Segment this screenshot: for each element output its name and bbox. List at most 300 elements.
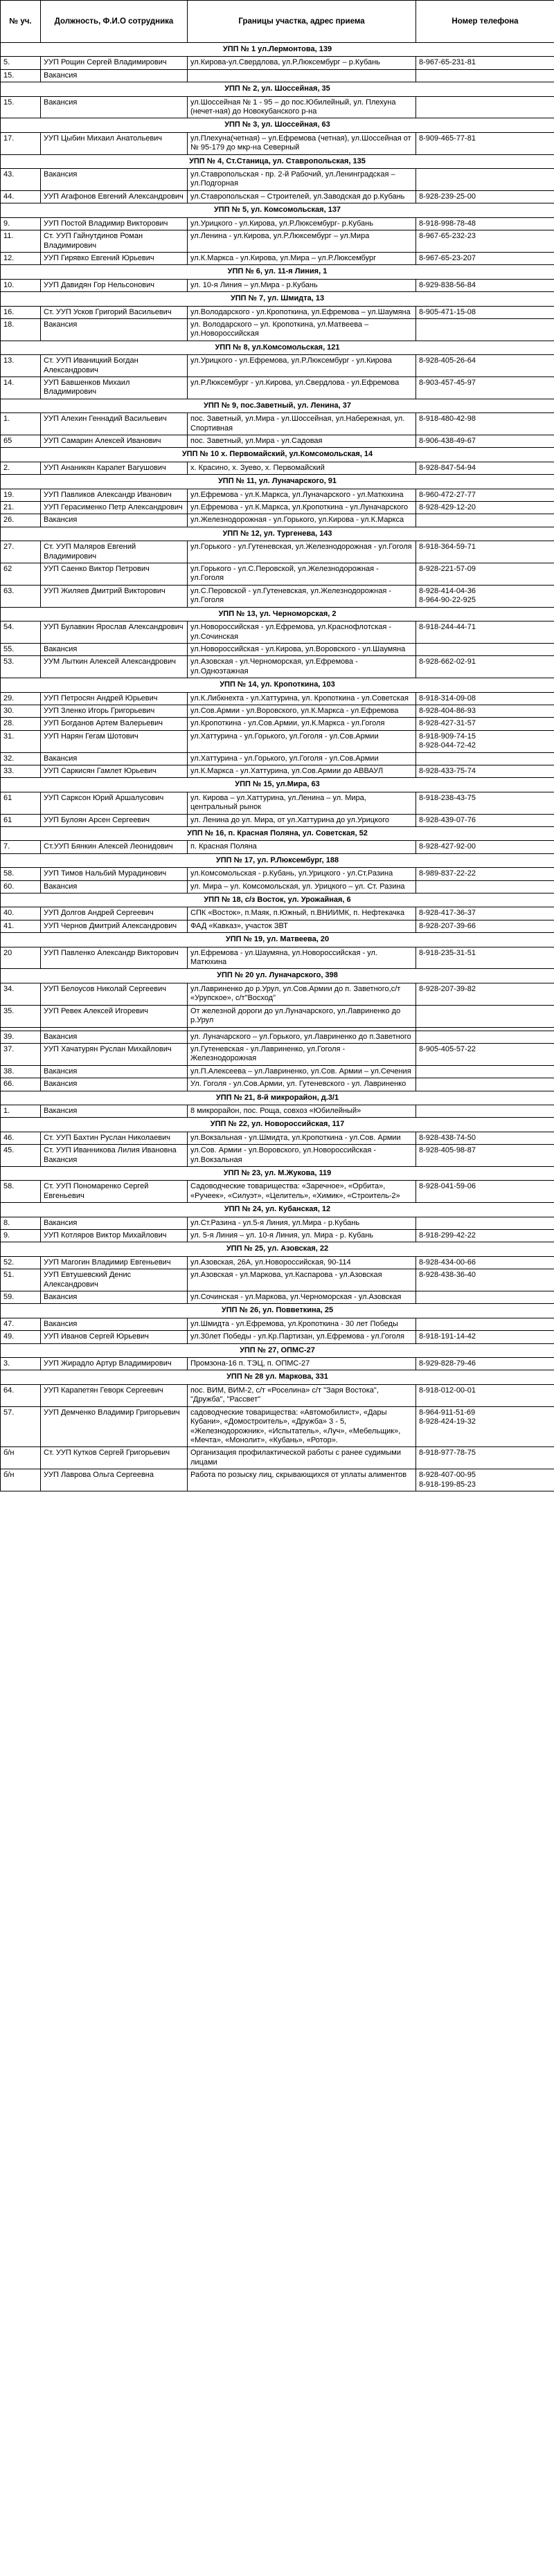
precinct-number: 31. (1, 730, 41, 752)
precinct-borders: ул.Лавриненко до р.Урул, ул.Сов.Армии до п. Заветного,с/т «Урупское», с/т"Восход" (188, 983, 416, 1005)
phone-number: 8-918-299-42-22 (416, 1230, 554, 1242)
phone-number: 8-918-238-43-75 (416, 792, 554, 814)
phone-number (416, 1318, 554, 1330)
phone-number: 8-928-407-00-95 8-918-199-85-23 (416, 1469, 554, 1491)
officer-name: УУП Герасименко Петр Александрович (41, 502, 188, 514)
table-row (1, 1217, 554, 1229)
precinct-number: 44. (1, 190, 41, 203)
precinct-borders: пос. ВИМ, ВИМ-2, с/т «Роселина» с/т "Заря Востока", "Дружба", "Рассвет" (188, 1384, 416, 1406)
officer-name: УУП Павленко Александр Викторович (41, 947, 188, 969)
precinct-number: 13. (1, 355, 41, 377)
phone-number: 8-960-472-27-77 (416, 489, 554, 501)
table-row (1, 435, 554, 448)
phone-number (416, 169, 554, 191)
phone-number: 8-918-244-44-71 (416, 622, 554, 644)
precinct-number: 62 (1, 563, 41, 586)
phone-number: 8-928-207-39-82 (416, 983, 554, 1005)
precinct-borders: ул. Луначарского – ул.Горького, ул.Лавриненко до п.Заветного (188, 1031, 416, 1043)
phone-number: 8-918-480-42-98 (416, 413, 554, 435)
section-header-row (1, 778, 554, 792)
header-num: № уч. (1, 1, 41, 43)
officer-name: УУП Булавкин Ярослав Александрович (41, 622, 188, 644)
table-row (1, 318, 554, 341)
section-header-row (1, 1203, 554, 1217)
precinct-borders: Организация профилактической работы с ранее судимыми лицами (188, 1447, 416, 1469)
officer-name: УУМ Лыткин Алексей Александрович (41, 656, 188, 678)
precinct-borders: ул. 5-я Линия – ул. 10-я Линия, ул. Мира - р. Кубань (188, 1230, 416, 1242)
section-header-row (1, 827, 554, 841)
section-title: УПП № 2, ул. Шоссейная, 35 (1, 82, 554, 96)
table-row (1, 355, 554, 377)
precinct-borders: ул.Ставропольская – Строителей, ул.Заводская до р.Кубань (188, 190, 416, 203)
officer-name: УУП Цыбин Михаил Анатольевич (41, 132, 188, 154)
table-row (1, 1318, 554, 1330)
officer-name: УУП Хачатурян Руслан Михайлович (41, 1043, 188, 1065)
phone-number (416, 514, 554, 527)
table-row (1, 920, 554, 932)
precinct-borders: садоводческие товарищества: «Автомобилист», «Дары Кубани», «Домостроитель», «Дружба» 3 - 5, «Железнодорожник», «Испытатель», «Луч», «Мебельщик», «Мечта», «Монолит», «Кубань», «Ротор». (188, 1406, 416, 1447)
precinct-borders: Работа по розыску лиц, скрывающихся от уплаты алиментов (188, 1469, 416, 1491)
phone-number: 8-928-438-74-50 (416, 1132, 554, 1144)
precinct-borders: Промзона-16 п. ТЭЦ, п. ОПМС-27 (188, 1358, 416, 1370)
section-header-row (1, 1304, 554, 1318)
section-header-row (1, 969, 554, 983)
officer-name: Вакансия (41, 643, 188, 655)
precinct-number: 28. (1, 718, 41, 730)
officer-name: Вакансия (41, 96, 188, 118)
phone-number: 8-928-662-02-91 (416, 656, 554, 678)
precinct-number: 51. (1, 1269, 41, 1291)
officer-name: УУП Карапетян Геворк Сергеевич (41, 1384, 188, 1406)
table-row (1, 1230, 554, 1242)
officer-name: Вакансия (41, 1065, 188, 1078)
precinct-number: 15. (1, 69, 41, 82)
officer-name: УУП Котляров Виктор Михайлович (41, 1230, 188, 1242)
officer-name: УУП Постой Владимир Викторович (41, 217, 188, 230)
officer-name: УУП Павликов Александр Иванович (41, 489, 188, 501)
officer-name: УУП Жирадло Артур Владимирович (41, 1358, 188, 1370)
table-row (1, 792, 554, 814)
officer-name: УУП Иванов Сергей Юрьевич (41, 1331, 188, 1343)
precinct-number: 41. (1, 920, 41, 932)
phone-number: 8-967-65-231-81 (416, 57, 554, 69)
phone-number: 8-918-909-74-15 8-928-044-72-42 (416, 730, 554, 752)
precinct-number: 58. (1, 868, 41, 880)
section-title: УПП № 6, ул. 11-я Линия, 1 (1, 265, 554, 279)
table-row (1, 718, 554, 730)
precinct-borders: ул.Вокзальная - ул.Шмидта, ул.Кропоткина - ул.Сов. Армии (188, 1132, 416, 1144)
section-title: УПП № 25, ул. Азовская, 22 (1, 1242, 554, 1256)
precinct-borders: ул.Гутеневская - ул.Лавриненко, ул.Гоголя - Железнодорожная (188, 1043, 416, 1065)
precinct-number: 64. (1, 1384, 41, 1406)
precinct-number: 65 (1, 435, 41, 448)
phone-number: 8-967-65-232-23 (416, 230, 554, 253)
table-row (1, 868, 554, 880)
officer-name: Вакансия (41, 1318, 188, 1330)
table-row (1, 279, 554, 291)
precinct-borders: ул.С.Перовской - ул.Гутеневская, ул.Железнодорожная - ул.Гоголя (188, 585, 416, 607)
precinct-number: 9. (1, 217, 41, 230)
table-row (1, 907, 554, 920)
precinct-borders: Ул. Гоголя - ул.Сов.Армии, ул. Гутеневского - ул. Лавриненко (188, 1078, 416, 1091)
table-row (1, 1043, 554, 1065)
phone-number: 8-905-471-15-08 (416, 306, 554, 318)
precinct-number: 12. (1, 252, 41, 264)
precinct-number: 29. (1, 692, 41, 705)
precinct-borders: ул.Урицкого - ул.Кирова, ул.Р.Люксембург- р.Кубань (188, 217, 416, 230)
precinct-number: 9. (1, 1230, 41, 1242)
section-title: УПП № 19, ул. Матвеева, 20 (1, 933, 554, 947)
phone-number (416, 752, 554, 765)
precinct-number: 58. (1, 1181, 41, 1203)
table-row (1, 306, 554, 318)
officer-name: УУП Агафонов Евгений Александрович (41, 190, 188, 203)
officer-name: УУП Магогин Владимир Евгеньевич (41, 1256, 188, 1269)
precinct-borders: ул.Хаттурина - ул.Горького, ул.Гоголя - ул.Сов.Армии (188, 752, 416, 765)
table-row (1, 169, 554, 191)
section-header-row (1, 265, 554, 279)
phone-number: 8-903-457-45-97 (416, 377, 554, 399)
section-title: УПП № 8, ул.Комсомольская, 121 (1, 341, 554, 354)
table-row (1, 377, 554, 399)
table-row (1, 643, 554, 655)
precinct-borders: ул.Шмидта - ул.Ефремова, ул.Кропоткина - 30 лет Победы (188, 1318, 416, 1330)
precinct-borders: ул.30лет Победы - ул.Кр.Партизан, ул.Ефремова - ул.Гоголя (188, 1331, 416, 1343)
table-row (1, 705, 554, 717)
precinct-borders: п. Красная Поляна (188, 841, 416, 853)
phone-number (416, 1005, 554, 1027)
phone-number: 8-928-438-36-40 (416, 1269, 554, 1291)
section-header-row (1, 678, 554, 692)
precinct-number: 1. (1, 1105, 41, 1117)
precinct-number: 47. (1, 1318, 41, 1330)
precinct-number: 34. (1, 983, 41, 1005)
table-row (1, 489, 554, 501)
table-row (1, 1145, 554, 1167)
section-header-row (1, 82, 554, 96)
section-header-row (1, 1242, 554, 1256)
officer-name: Вакансия (41, 169, 188, 191)
precinct-number: 60. (1, 880, 41, 893)
precinct-number: 32. (1, 752, 41, 765)
precinct-number: 63. (1, 585, 41, 607)
table-row (1, 765, 554, 777)
phone-number: 8-918-364-59-71 (416, 541, 554, 563)
precinct-borders: ул.Ставропольская - пр. 2-й Рабочий, ул.Ленинградская – ул.Подгорная (188, 169, 416, 191)
precinct-borders: ул.Ст.Разина - ул.5-я Линия, ул.Мира - р.Кубань (188, 1217, 416, 1229)
phone-number: 8-928-427-92-00 (416, 841, 554, 853)
phone-number (416, 1105, 554, 1117)
table-row (1, 252, 554, 264)
table-row (1, 514, 554, 527)
phone-number (416, 69, 554, 82)
precinct-borders: ул.К.Либкнехта - ул.Хаттурина, ул. Кропоткина - ул.Советская (188, 692, 416, 705)
officer-name: Вакансия (41, 514, 188, 527)
section-title: УПП № 3, ул. Шоссейная, 63 (1, 118, 554, 132)
phone-number (416, 318, 554, 341)
officer-name: Ст. УУП Усков Григорий Васильевич (41, 306, 188, 318)
precinct-number: 11. (1, 230, 41, 253)
phone-number (416, 880, 554, 893)
table-row (1, 1358, 554, 1370)
section-header-row (1, 1166, 554, 1180)
phone-number: 8-928-429-12-20 (416, 502, 554, 514)
officer-name: УУП Тимов Нальбий Мурадинович (41, 868, 188, 880)
precinct-borders: ФАД «Кавказ», участок ЗВТ (188, 920, 416, 932)
phone-number (416, 1031, 554, 1043)
section-title: УПП № 1 ул.Лермонтова, 139 (1, 43, 554, 57)
table-row (1, 1469, 554, 1491)
precinct-borders: ул.Новороссийская - ул.Кирова, ул.Воровского - ул.Шаумяна (188, 643, 416, 655)
precinct-number: 37. (1, 1043, 41, 1065)
precinct-borders: ул.Горького - ул.Гутеневская, ул.Железнодорожная - ул.Гоголя (188, 541, 416, 563)
precinct-number: 26. (1, 514, 41, 527)
precinct-borders: ул.Азовская - ул.Черноморская, ул.Ефремова - ул.Одноэтажная (188, 656, 416, 678)
precinct-number: 38. (1, 1065, 41, 1078)
phone-number: 8-918-012-00-01 (416, 1384, 554, 1406)
precinct-borders: ул.Сов.Армии - ул.Воровского, ул.К.Маркса - ул.Ефремова (188, 705, 416, 717)
table-row (1, 656, 554, 678)
officer-name: Ст. УУП Пономаренко Сергей Евгеньевич (41, 1181, 188, 1203)
section-title: УПП № 7, ул. Шмидта, 13 (1, 292, 554, 306)
section-title: УПП № 18, с/з Восток, ул. Урожайная, 6 (1, 894, 554, 907)
precinct-borders: ул.Хаттурина - ул.Горького, ул.Гоголя - ул.Сов.Армии (188, 730, 416, 752)
section-title: УПП № 28 ул. Маркова, 331 (1, 1370, 554, 1384)
officer-name: УУП Богданов Артем Валерьевич (41, 718, 188, 730)
precinct-number: 49. (1, 1331, 41, 1343)
section-title: УПП № 10 х. Первомайский, ул.Комсомольская, 14 (1, 448, 554, 462)
precinct-number: 17. (1, 132, 41, 154)
precinct-number: 3. (1, 1358, 41, 1370)
phone-number: 8-905-405-57-22 (416, 1043, 554, 1065)
table-row (1, 563, 554, 586)
section-title: УПП № 21, 8-й микрорайон, д.3/1 (1, 1091, 554, 1105)
section-header-row (1, 1370, 554, 1384)
table-row (1, 585, 554, 607)
phone-number: 8-928-041-59-06 (416, 1181, 554, 1203)
table-row (1, 880, 554, 893)
precinct-borders: ул. Ленина до ул. Мира, от ул.Хаттурина до ул.Урицкого (188, 814, 416, 826)
precinct-borders: ул.Горького - ул.С.Перовской, ул.Железнодорожная - ул.Гоголя (188, 563, 416, 586)
section-header-row (1, 1091, 554, 1105)
phone-number (416, 1291, 554, 1304)
precinct-borders: ул. Кирова – ул.Хаттурина, ул.Ленина – ул. Мира, центральный рынок (188, 792, 416, 814)
table-row (1, 814, 554, 826)
precinct-borders: ул.Плехуна(четная) – ул.Ефремова (четная), ул.Шоссейная от № 95-179 до мкр-на Северный (188, 132, 416, 154)
precinct-borders: ул.К.Маркса - ул.Хаттурина, ул.Сов.Армии до АВВАУЛ (188, 765, 416, 777)
table-row (1, 1291, 554, 1304)
precinct-number: 10. (1, 279, 41, 291)
precinct-borders: От железной дороги до ул.Луначарского, ул.Лавриненко до р.Урул (188, 1005, 416, 1027)
section-header-row (1, 894, 554, 907)
table-row (1, 1384, 554, 1406)
phone-number: 8-928-207-39-66 (416, 920, 554, 932)
section-header-row (1, 607, 554, 621)
table-row (1, 752, 554, 765)
header-officer: Должность, Ф.И.О сотрудника (41, 1, 188, 43)
table-row (1, 730, 554, 752)
section-title: УПП № 23, ул. М.Жукова, 119 (1, 1166, 554, 1180)
table-row (1, 541, 554, 563)
phone-number: 8-918-191-14-42 (416, 1331, 554, 1343)
precinct-number: 43. (1, 169, 41, 191)
table-row (1, 132, 554, 154)
section-title: УПП № 17, ул. Р.Люксембург, 188 (1, 853, 554, 867)
precinct-number: 55. (1, 643, 41, 655)
phone-number: 8-929-838-56-84 (416, 279, 554, 291)
precinct-number: 46. (1, 1132, 41, 1144)
phone-number (416, 1217, 554, 1229)
section-title: УПП № 13, ул. Черноморская, 2 (1, 607, 554, 621)
precinct-number: 19. (1, 489, 41, 501)
officer-name: УУП Гирявко Евгений Юрьевич (41, 252, 188, 264)
table-row (1, 69, 554, 82)
header-row (1, 1, 554, 43)
table-row (1, 1005, 554, 1027)
precinct-number: 57. (1, 1406, 41, 1447)
officer-name: УУП Зленко Игорь Григорьевич (41, 705, 188, 717)
precinct-borders: ул.Володарского - ул.Кропоткина, ул.Ефремова – ул.Шаумяна (188, 306, 416, 318)
officer-name: УУП Евтушевский Денис Александрович (41, 1269, 188, 1291)
section-title: УПП № 26, ул. Повветкина, 25 (1, 1304, 554, 1318)
officer-name: Ст. УУП Кутков Сергей Григорьевич (41, 1447, 188, 1469)
precinct-borders: ул.Ефремова - ул.Шаумяна, ул.Новороссийская - ул. Матюхина (188, 947, 416, 969)
precinct-number: б/н (1, 1469, 41, 1491)
table-row (1, 1406, 554, 1447)
table-row (1, 692, 554, 705)
section-title: УПП № 11, ул. Луначарского, 91 (1, 475, 554, 489)
precinct-borders: пос. Заветный, ул.Мира - ул.Шоссейная, ул.Набережная, ул. Спортивная (188, 413, 416, 435)
officer-name: УУП Булоян Арсен Сергеевич (41, 814, 188, 826)
section-header-row (1, 292, 554, 306)
precinct-number: 21. (1, 502, 41, 514)
table-row (1, 1331, 554, 1343)
table-row (1, 1078, 554, 1091)
phone-number: 8-928-417-36-37 (416, 907, 554, 920)
precinct-number: 30. (1, 705, 41, 717)
phone-number: 8-928-404-86-93 (416, 705, 554, 717)
precinct-number: 5. (1, 57, 41, 69)
officer-name: УУП Алехин Геннадий Васильевич (41, 413, 188, 435)
officer-name: УУП Бавшенков Михаил Владимирович (41, 377, 188, 399)
officer-name: УУП Рощин Сергей Владимирович (41, 57, 188, 69)
precinct-borders: ул.Сов. Армии - ул.Воровского, ул.Новороссийская - ул.Вокзальная (188, 1145, 416, 1167)
precinct-borders: 8 микрорайон, пос. Роща, совхоз «Юбилейный» (188, 1105, 416, 1117)
precinct-borders: ул.Азовская, 26А, ул.Новороссийская, 90-114 (188, 1256, 416, 1269)
table-body (1, 43, 554, 1491)
phone-number: 8-918-977-78-75 (416, 1447, 554, 1469)
precinct-borders: ул.Шоссейная № 1 - 95 – до пос.Юбилейный, ул. Плехуна (нечет-ная) до Новокубанского р-на (188, 96, 416, 118)
phone-number: 8-928-239-25-00 (416, 190, 554, 203)
section-header-row (1, 118, 554, 132)
precinct-number: 33. (1, 765, 41, 777)
phone-number (416, 96, 554, 118)
table-row (1, 1065, 554, 1078)
precinct-borders: ул.Новороссийская - ул.Ефремова, ул.Краснофлотская - ул.Сочинская (188, 622, 416, 644)
officer-name: Ст. УУП Иваницкий Богдан Александрович (41, 355, 188, 377)
precinct-borders: ул.Р.Люксембург - ул.Кирова, ул.Свердлова - ул.Ефремова (188, 377, 416, 399)
officer-name: УУП Жиляев Дмитрий Викторович (41, 585, 188, 607)
section-header-row (1, 203, 554, 217)
officer-name: УУП Саенко Виктор Петрович (41, 563, 188, 586)
phone-number: 8-928-847-54-94 (416, 462, 554, 474)
table-row (1, 947, 554, 969)
table-row (1, 1256, 554, 1269)
table-row (1, 1447, 554, 1469)
officer-name: Вакансия (41, 1291, 188, 1304)
officer-name: УУП Саркисян Гамлет Юрьевич (41, 765, 188, 777)
table-row (1, 190, 554, 203)
precinct-borders: ул.Урицкого - ул.Ефремова, ул.Р.Люксембург - ул.Кирова (188, 355, 416, 377)
section-header-row (1, 853, 554, 867)
precinct-number: 20 (1, 947, 41, 969)
phone-number: 8-964-911-51-69 8-928-424-19-32 (416, 1406, 554, 1447)
officer-name: УУП Сарксон Юрий Аршалусович (41, 792, 188, 814)
phone-number: 8-928-414-04-36 8-964-90-22-925 (416, 585, 554, 607)
section-title: УПП № 12, ул. Тургенева, 143 (1, 527, 554, 541)
precinct-borders: ул.Ленина - ул.Кирова, ул.Р.Люксембург – ул.Мира (188, 230, 416, 253)
table-row (1, 622, 554, 644)
officer-name: Вакансия (41, 1078, 188, 1091)
section-header-row (1, 448, 554, 462)
precinct-borders: ул.К.Маркса - ул.Кирова, ул.Мира – ул.Р.Люксембург (188, 252, 416, 264)
phone-number: 8-928-433-75-74 (416, 765, 554, 777)
officer-name: УУП Лаврова Ольга Сергеевна (41, 1469, 188, 1491)
phone-number (416, 1078, 554, 1091)
table-row (1, 217, 554, 230)
phone-number (416, 1065, 554, 1078)
precinct-number: б/н (1, 1447, 41, 1469)
section-header-row (1, 154, 554, 168)
officer-name: УУП Петросян Андрей Юрьевич (41, 692, 188, 705)
section-title: УПП № 15, ул.Мира, 63 (1, 778, 554, 792)
phone-number: 8-918-998-78-48 (416, 217, 554, 230)
precinct-number: 7. (1, 841, 41, 853)
section-title: УПП № 14, ул. Кропоткина, 103 (1, 678, 554, 692)
table-row (1, 502, 554, 514)
precinct-borders: ул.Железнодорожная - ул.Горького, ул.Кирова - ул.К.Маркса (188, 514, 416, 527)
precinct-borders: СПК «Восток», п.Маяк, п.Южный, п.ВНИИМК, п. Нефтекачка (188, 907, 416, 920)
phone-number: 8-918-314-09-08 (416, 692, 554, 705)
officer-name: Вакансия (41, 69, 188, 82)
precinct-borders: ул.П.Алексеева – ул.Лавриненко, ул.Сов. Армии – ул.Сечения (188, 1065, 416, 1078)
phone-number: 8-928-221-57-09 (416, 563, 554, 586)
precinct-number: 1. (1, 413, 41, 435)
section-header-row (1, 1118, 554, 1132)
table-row (1, 1181, 554, 1203)
phone-number: 8-906-438-49-67 (416, 435, 554, 448)
precinct-borders: пос. Заветный, ул.Мира - ул.Садовая (188, 435, 416, 448)
header-phone: Номер телефона (416, 1, 554, 43)
officer-name: Вакансия (41, 880, 188, 893)
officer-name: Ст. УУП Маляров Евгений Владимирович (41, 541, 188, 563)
officer-name: Ст. УУП Бахтин Руслан Николаевич (41, 1132, 188, 1144)
officer-name: Ст. УУП Гайнутдинов Роман Владимирович (41, 230, 188, 253)
precinct-number: 40. (1, 907, 41, 920)
officer-name: УУП Белоусов Николай Сергеевич (41, 983, 188, 1005)
table-row (1, 413, 554, 435)
precinct-number: 61 (1, 792, 41, 814)
officer-name: УУП Нарян Гегам Шотович (41, 730, 188, 752)
precinct-borders: ул.Ефремова - ул.К.Маркса, ул.Кропоткина - ул.Луначарского (188, 502, 416, 514)
phone-number: 8-928-439-07-76 (416, 814, 554, 826)
table-row (1, 1031, 554, 1043)
phone-number: 8-967-65-23-207 (416, 252, 554, 264)
phone-number: 8-918-235-31-51 (416, 947, 554, 969)
header-borders: Границы участка, адрес приема (188, 1, 416, 43)
table-row (1, 462, 554, 474)
precinct-number: 8. (1, 1217, 41, 1229)
